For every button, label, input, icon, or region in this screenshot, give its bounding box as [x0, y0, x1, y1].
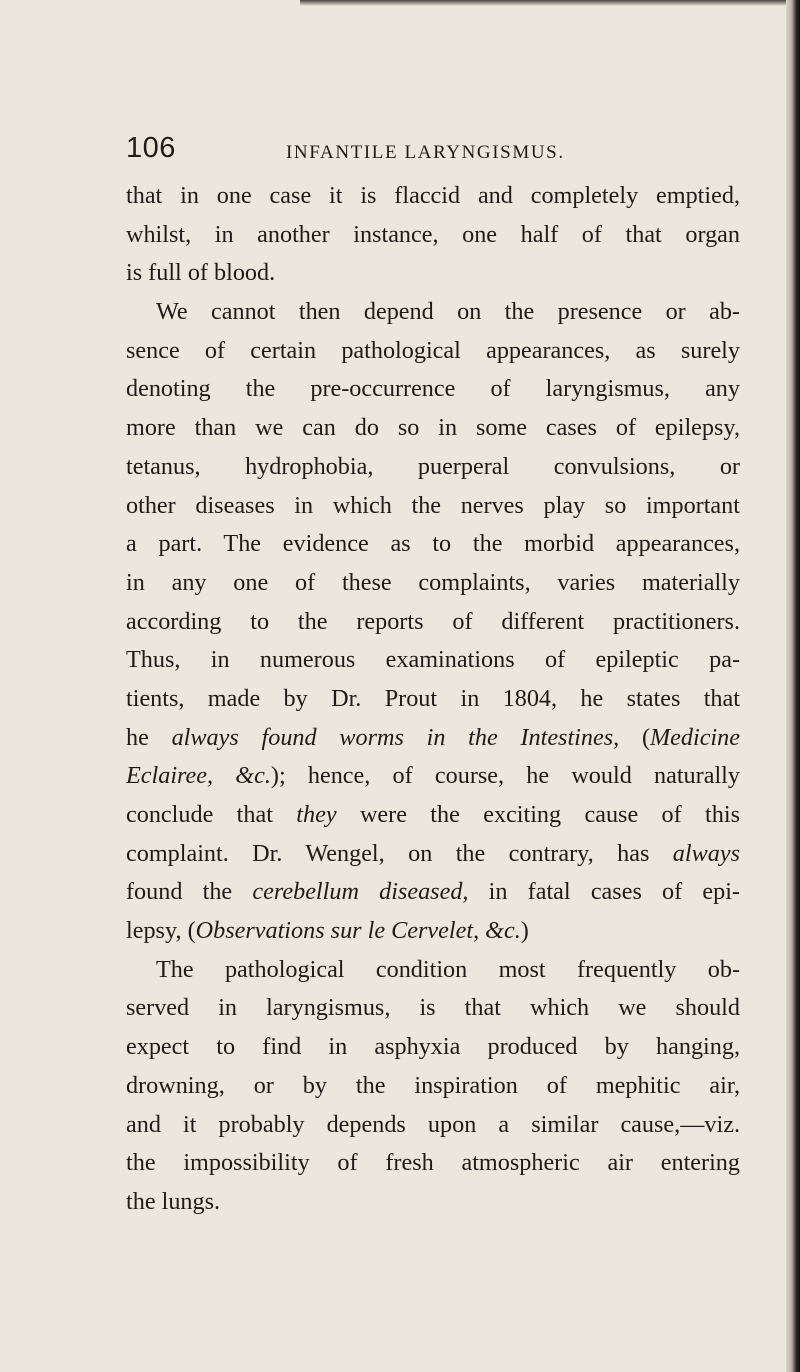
text-segment: (	[619, 723, 650, 751]
text-segment: whilst, in another instance, one half of that organ	[126, 220, 740, 248]
text-line	[126, 912, 740, 951]
text-segment: is full of blood.	[126, 259, 276, 287]
text-segment: lepsy, (	[126, 917, 196, 945]
text-segment: more than we can do so in some cases of epilepsy,	[126, 414, 740, 442]
text-line	[126, 370, 740, 409]
text-segment: denoting the pre-occurrence of laryngismus, any	[126, 375, 740, 403]
text-segment: Thus, in numerous examinations of epileptic pa-	[126, 646, 740, 674]
text-segment: that in one case it is flaccid and completely emptied,	[126, 182, 740, 209]
page-number: 106	[126, 132, 176, 164]
text-segment: sence of certain pathological appearances, as surely	[126, 336, 740, 364]
text-segment: and it probably depends upon a similar cause,—viz.	[126, 1110, 740, 1138]
text-segment: according to the reports of different practitioners.	[126, 607, 740, 635]
text-segment: conclude that	[126, 801, 297, 828]
text-segment: ); hence, of course, he would naturally	[270, 762, 740, 790]
text-line	[126, 641, 740, 680]
text-segment: were the exciting cause of this	[336, 801, 741, 828]
text-line	[126, 1106, 740, 1145]
text-line	[126, 719, 740, 758]
text-line	[126, 254, 740, 293]
text-line	[126, 332, 740, 371]
text-segment: tients, made by Dr. Prout in 1804, he states that	[126, 684, 740, 712]
text-line	[126, 989, 740, 1028]
text-line	[126, 873, 740, 912]
text-line	[126, 796, 740, 835]
text-line	[126, 1183, 740, 1222]
text-segment: in fatal cases of epi-	[468, 878, 740, 906]
italic-text: they	[296, 801, 337, 828]
text-segment: We cannot then depend on the presence or ab-	[156, 298, 740, 326]
text-segment: the lungs.	[126, 1187, 221, 1215]
italic-text: Eclairee, &c.	[126, 762, 271, 790]
text-line	[126, 409, 740, 448]
italic-text: Medicine	[650, 723, 740, 751]
text-line	[126, 216, 740, 255]
text-segment: the impossibility of fresh atmospheric air entering	[126, 1149, 740, 1177]
text-segment: a part. The evidence as to the morbid appearances,	[126, 530, 740, 558]
text-line	[126, 835, 740, 874]
text-segment: complaint. Dr. Wengel, on the contrary, has	[126, 839, 673, 867]
italic-text: cerebellum diseased,	[252, 878, 469, 906]
book-spine-shadow	[786, 0, 800, 1372]
text-line	[126, 448, 740, 487]
page-header	[126, 132, 746, 172]
running-head: INFANTILE LARYNGISMUS.	[286, 142, 565, 163]
text-segment: The pathological condition most frequently ob-	[156, 955, 740, 983]
text-line	[126, 1067, 740, 1106]
text-segment: expect to find in asphyxia produced by hanging,	[126, 1033, 740, 1061]
text-line	[126, 680, 740, 719]
italic-text: always	[672, 839, 740, 867]
text-line	[126, 177, 740, 216]
text-segment: drowning, or by the inspiration of mephitic air,	[126, 1071, 740, 1099]
text-segment: other diseases in which the nerves play so important	[126, 491, 740, 519]
page-top-edge-shadow	[300, 0, 800, 6]
text-line	[126, 525, 740, 564]
text-segment: found the	[126, 878, 253, 906]
text-segment: )	[520, 917, 529, 945]
body-text	[126, 177, 740, 1222]
italic-text: always found worms in the Intestines,	[171, 723, 620, 751]
text-line	[126, 293, 740, 332]
text-segment: served in laryngismus, is that which we should	[126, 994, 740, 1022]
text-line	[126, 564, 740, 603]
text-line	[126, 1144, 740, 1183]
text-segment: he	[126, 723, 172, 751]
italic-text: Observations sur le Cervelet, &c.	[195, 917, 521, 945]
text-line	[126, 757, 740, 796]
text-line	[126, 487, 740, 526]
text-segment: tetanus, hydrophobia, puerperal convulsions, or	[126, 452, 740, 480]
text-line	[126, 603, 740, 642]
text-line	[126, 951, 740, 990]
text-line	[126, 1028, 740, 1067]
text-segment: in any one of these complaints, varies materially	[126, 568, 740, 596]
